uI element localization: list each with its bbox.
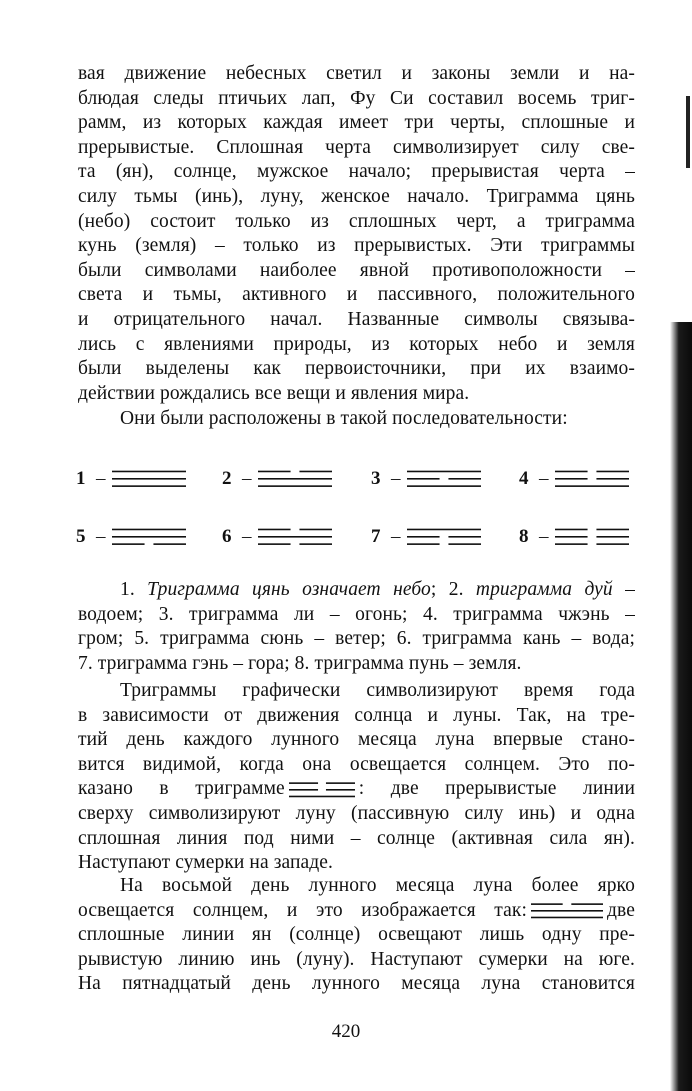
broken-line-segment bbox=[531, 903, 563, 905]
paragraph-line: (небо) состоит только из сплошных черт, а триграмма bbox=[78, 210, 635, 232]
trigram-symbol bbox=[112, 468, 186, 490]
broken-line-segment bbox=[299, 529, 332, 531]
broken-line-segment bbox=[555, 543, 588, 545]
broken-line-segment bbox=[289, 789, 318, 791]
broken-line-segment bbox=[596, 536, 629, 538]
broken-line-segment bbox=[112, 543, 145, 545]
text-fragment: казано в триграмме bbox=[78, 778, 285, 800]
trigram-dash: – bbox=[242, 526, 252, 547]
paragraph-line-with-trigram bbox=[78, 777, 635, 802]
broken-line-segment bbox=[596, 478, 629, 480]
paragraph-line: сплошная линия под ними – солнце (активная сила ян). bbox=[78, 827, 635, 849]
broken-line-segment bbox=[407, 543, 440, 545]
trigram-3 bbox=[371, 466, 481, 492]
trigram-symbol bbox=[258, 468, 332, 490]
legend-text: 1. bbox=[120, 579, 148, 600]
broken-line-segment bbox=[596, 529, 629, 531]
solid-line bbox=[112, 529, 186, 531]
broken-line-segment bbox=[555, 478, 588, 480]
trigram-4 bbox=[519, 466, 629, 492]
solid-line bbox=[289, 796, 355, 798]
solid-line bbox=[407, 471, 481, 473]
sequence-intro-text: Они были расположены в такой последовательности: bbox=[120, 408, 568, 429]
broken-line-segment bbox=[448, 543, 481, 545]
trigram-symbol bbox=[258, 526, 332, 548]
trigram-dash: – bbox=[96, 526, 106, 547]
trigram-dash: – bbox=[391, 468, 401, 489]
paragraph-line: лись с явлениями природы, из которых небо и земля bbox=[78, 333, 635, 355]
legend-line-3: гром; 5. триграмма сюнь – ветер; 6. триграмма кань – вода; bbox=[78, 628, 635, 650]
text-fragment: две bbox=[607, 899, 635, 921]
trigram-dash: – bbox=[539, 468, 549, 489]
paragraph-1 bbox=[78, 62, 635, 406]
paragraph-line-with-trigram bbox=[78, 899, 635, 924]
trigram-symbol bbox=[407, 468, 481, 490]
legend-text: – bbox=[612, 579, 635, 600]
scan-edge-shadow bbox=[670, 322, 692, 1091]
trigram-symbol bbox=[112, 526, 186, 548]
paragraph-line: были символами наиболее явной противоположности – bbox=[78, 259, 635, 281]
trigram-symbol bbox=[555, 468, 629, 490]
paragraph-line: Наступают сумерки на западе. bbox=[78, 852, 334, 874]
paragraph-line: света и тьмы, активного и пассивного, положительного bbox=[78, 284, 635, 306]
paragraph-line: рывистую линию инь (луну). Наступают сумерки на юге. bbox=[78, 948, 635, 970]
broken-line-segment bbox=[407, 536, 440, 538]
paragraph-line: были выделены как первоисточники, при их взаимо- bbox=[78, 358, 635, 380]
sequence-intro bbox=[78, 407, 635, 432]
broken-line-segment bbox=[407, 478, 440, 480]
paragraph-2 bbox=[78, 679, 635, 876]
paragraph-line: та (ян), солнце, мужское начало; прерывистая черта – bbox=[78, 161, 635, 183]
paragraph-line: тий день каждого лунного месяца луна впервые стано- bbox=[78, 729, 635, 751]
trigram-dash: – bbox=[96, 468, 106, 489]
trigram-number: 2 bbox=[222, 468, 232, 489]
broken-line-segment bbox=[555, 536, 588, 538]
trigram-dash: – bbox=[391, 526, 401, 547]
paragraph-line: кунь (земля) – только из прерывистых. Эти триграммы bbox=[78, 235, 635, 257]
paragraph-line: На восьмой день лунного месяца луна более ярко bbox=[120, 875, 635, 896]
solid-line bbox=[258, 536, 332, 538]
trigram-number: 5 bbox=[76, 526, 86, 547]
broken-line-segment bbox=[596, 471, 629, 473]
trigram-symbol bbox=[555, 526, 629, 548]
trigram-8 bbox=[519, 524, 629, 550]
solid-line bbox=[407, 529, 481, 531]
trigram-7 bbox=[371, 524, 481, 550]
broken-line-segment bbox=[299, 471, 332, 473]
solid-line bbox=[112, 485, 186, 487]
inline-trigram-symbol bbox=[289, 780, 355, 800]
solid-line bbox=[112, 536, 186, 538]
solid-line bbox=[531, 917, 603, 919]
legend-line-4: 7. триграмма гэнь – гора; 8. триграмма пунь – земля. bbox=[78, 652, 522, 674]
paragraph-line: в зависимости от движения солнца и луны. Так, на тре- bbox=[78, 704, 635, 726]
broken-line-segment bbox=[448, 478, 481, 480]
broken-line-segment bbox=[326, 782, 355, 784]
inline-trigram bbox=[531, 901, 603, 921]
paragraph-line: сверху символизируют луну (пассивную силу инь) и одна bbox=[78, 802, 635, 824]
trigram-row-1 bbox=[76, 466, 638, 492]
legend-text: ; 2. bbox=[430, 579, 476, 600]
paragraph-line: сплошные линии ян (солнце) освещают лишь одну пре- bbox=[78, 924, 635, 946]
trigram-6 bbox=[222, 524, 332, 550]
solid-line bbox=[258, 485, 332, 487]
trigram-legend bbox=[78, 578, 635, 676]
paragraph-line: вится видимой, когда она освещается солнцем. Это по- bbox=[78, 753, 635, 775]
broken-line-segment bbox=[289, 782, 318, 784]
scan-edge-mark bbox=[686, 96, 690, 168]
broken-line-segment bbox=[326, 789, 355, 791]
solid-line bbox=[112, 478, 186, 480]
broken-line-segment bbox=[258, 471, 291, 473]
broken-line-segment bbox=[555, 471, 588, 473]
trigram-number: 6 bbox=[222, 526, 232, 547]
trigram-symbol bbox=[407, 526, 481, 548]
trigram-1 bbox=[76, 466, 186, 492]
trigram-2 bbox=[222, 466, 332, 492]
solid-line bbox=[258, 478, 332, 480]
trigram-number: 8 bbox=[519, 526, 529, 547]
trigram-5 bbox=[76, 524, 186, 550]
solid-line bbox=[531, 910, 603, 912]
broken-line-segment bbox=[555, 529, 588, 531]
broken-line-segment bbox=[571, 903, 603, 905]
text-fragment: : две прерывистые линии bbox=[358, 778, 635, 800]
page-number: 420 bbox=[331, 1021, 361, 1042]
paragraph-line: прерывистые. Сплошная черта символизирует силу све- bbox=[78, 136, 635, 158]
broken-line-segment bbox=[258, 529, 291, 531]
paragraph-line: Триграммы графически символизируют время года bbox=[120, 680, 635, 701]
trigram-number: 1 bbox=[76, 468, 86, 489]
broken-line-segment bbox=[448, 536, 481, 538]
paragraph-line: На пятнадцатый день лунного месяца луна становится bbox=[78, 973, 635, 995]
broken-line-segment bbox=[258, 543, 291, 545]
solid-line bbox=[407, 485, 481, 487]
paragraph-line: действии рождались все вещи и явления мира. bbox=[78, 382, 470, 404]
paragraph-line: рамм, из которых каждая имеет три черты, сплошные и bbox=[78, 112, 635, 134]
trigram-number: 4 bbox=[519, 468, 529, 489]
paragraph-line: силу тьмы (инь), луну, женское начало. Триграмма цянь bbox=[78, 185, 635, 207]
legend-italic: триграмма дуй bbox=[475, 579, 613, 600]
trigram-number: 7 bbox=[371, 526, 381, 547]
paragraph-line: вая движение небесных светил и законы земли и на- bbox=[78, 63, 635, 84]
broken-line-segment bbox=[596, 543, 629, 545]
paragraph-line: и отрицательного начал. Названные символы связыва- bbox=[78, 308, 635, 330]
trigram-dash: – bbox=[242, 468, 252, 489]
legend-italic: Триграмма цянь означает небо bbox=[147, 579, 431, 600]
inline-trigram bbox=[289, 780, 355, 800]
broken-line-segment bbox=[153, 543, 186, 545]
inline-trigram-symbol bbox=[531, 901, 603, 921]
trigram-number: 3 bbox=[371, 468, 381, 489]
text-fragment: освещается солнцем, и это изображается так: bbox=[78, 899, 528, 921]
legend-line-2: водоем; 3. триграмма ли – огонь; 4. триграмма чжэнь – bbox=[78, 603, 635, 625]
legend-line-1 bbox=[78, 578, 635, 603]
broken-line-segment bbox=[299, 543, 332, 545]
paragraph-line: блюдая следы птичьих лап, Фу Си составил восемь триг- bbox=[78, 87, 635, 109]
trigram-dash: – bbox=[539, 526, 549, 547]
solid-line bbox=[112, 471, 186, 473]
solid-line bbox=[555, 485, 629, 487]
paragraph-3 bbox=[78, 874, 635, 997]
trigram-row-2 bbox=[76, 524, 638, 550]
